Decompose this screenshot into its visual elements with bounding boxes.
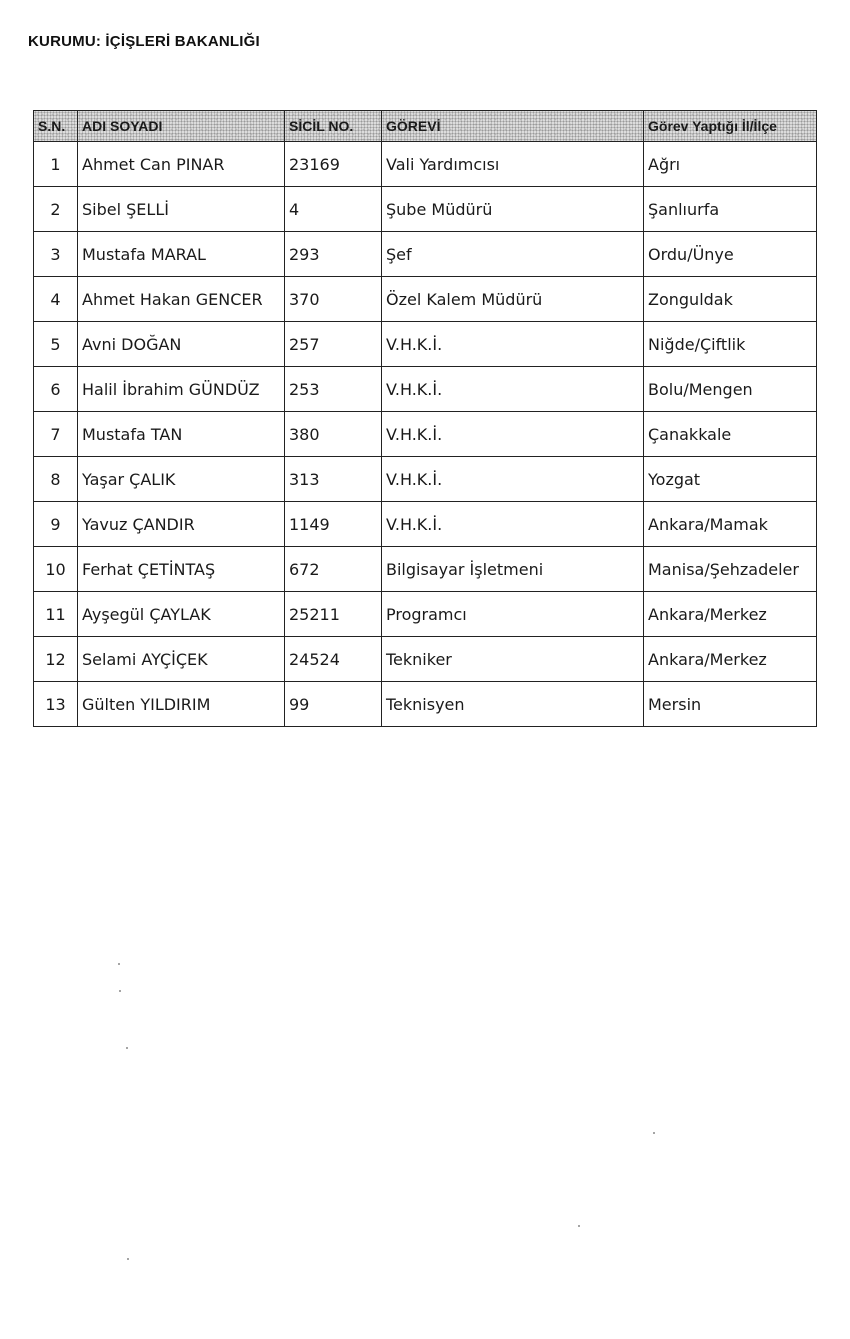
cell-name: Mustafa TAN: [78, 412, 285, 457]
table-header-row: [34, 111, 817, 142]
cell-gorev: V.H.K.İ.: [382, 457, 644, 502]
cell-gorev: Programcı: [382, 592, 644, 637]
cell-sn: 4: [34, 277, 78, 322]
cell-sn: 13: [34, 682, 78, 727]
cell-sn: 12: [34, 637, 78, 682]
cell-sn: 6: [34, 367, 78, 412]
cell-sn: 3: [34, 232, 78, 277]
table-row: [34, 232, 817, 277]
cell-sicil: 313: [285, 457, 382, 502]
cell-yer: Yozgat: [644, 457, 817, 502]
table-row: [34, 682, 817, 727]
table-row: [34, 142, 817, 187]
cell-name: Gülten YILDIRIM: [78, 682, 285, 727]
cell-name: Halil İbrahim GÜNDÜZ: [78, 367, 285, 412]
cell-yer: Mersin: [644, 682, 817, 727]
cell-sn: 5: [34, 322, 78, 367]
cell-name: Yaşar ÇALIK: [78, 457, 285, 502]
table-row: [34, 502, 817, 547]
cell-gorev: Özel Kalem Müdürü: [382, 277, 644, 322]
header-sicil: SİCİL NO.: [285, 111, 382, 142]
cell-yer: Ankara/Merkez: [644, 592, 817, 637]
table-row: [34, 367, 817, 412]
staff-table: [33, 110, 817, 727]
table-body: [34, 142, 817, 727]
cell-sicil: 25211: [285, 592, 382, 637]
scan-speck: [118, 963, 120, 965]
cell-sn: 11: [34, 592, 78, 637]
cell-gorev: V.H.K.İ.: [382, 367, 644, 412]
scan-speck: [127, 1258, 129, 1260]
cell-yer: Bolu/Mengen: [644, 367, 817, 412]
cell-yer: Çanakkale: [644, 412, 817, 457]
cell-name: Ahmet Hakan GENCER: [78, 277, 285, 322]
cell-gorev: V.H.K.İ.: [382, 412, 644, 457]
cell-gorev: Bilgisayar İşletmeni: [382, 547, 644, 592]
cell-yer: Manisa/Şehzadeler: [644, 547, 817, 592]
cell-sicil: 380: [285, 412, 382, 457]
cell-yer: Şanlıurfa: [644, 187, 817, 232]
cell-sicil: 253: [285, 367, 382, 412]
cell-name: Ferhat ÇETİNTAŞ: [78, 547, 285, 592]
header-gorev: GÖREVİ: [382, 111, 644, 142]
cell-yer: Ağrı: [644, 142, 817, 187]
table-row: [34, 547, 817, 592]
cell-gorev: V.H.K.İ.: [382, 322, 644, 367]
cell-gorev: V.H.K.İ.: [382, 502, 644, 547]
cell-sn: 10: [34, 547, 78, 592]
cell-sicil: 370: [285, 277, 382, 322]
cell-sicil: 257: [285, 322, 382, 367]
table-row: [34, 637, 817, 682]
cell-name: Mustafa MARAL: [78, 232, 285, 277]
cell-sicil: 672: [285, 547, 382, 592]
cell-gorev: Vali Yardımcısı: [382, 142, 644, 187]
cell-yer: Niğde/Çiftlik: [644, 322, 817, 367]
header-yer: Görev Yaptığı İl/İlçe: [644, 111, 817, 142]
scan-speck: [653, 1132, 655, 1134]
header-name: ADI SOYADI: [78, 111, 285, 142]
cell-sn: 2: [34, 187, 78, 232]
cell-gorev: Şef: [382, 232, 644, 277]
cell-name: Ahmet Can PINAR: [78, 142, 285, 187]
cell-sn: 7: [34, 412, 78, 457]
cell-name: Yavuz ÇANDIR: [78, 502, 285, 547]
cell-gorev: Tekniker: [382, 637, 644, 682]
cell-sn: 8: [34, 457, 78, 502]
document-title: KURUMU: İÇİŞLERİ BAKANLIĞI: [28, 33, 260, 50]
cell-name: Ayşegül ÇAYLAK: [78, 592, 285, 637]
cell-sn: 1: [34, 142, 78, 187]
cell-gorev: Teknisyen: [382, 682, 644, 727]
header-sn: S.N.: [34, 111, 78, 142]
scan-speck: [126, 1047, 128, 1049]
cell-sn: 9: [34, 502, 78, 547]
table-row: [34, 412, 817, 457]
cell-sicil: 99: [285, 682, 382, 727]
cell-sicil: 293: [285, 232, 382, 277]
cell-yer: Ankara/Mamak: [644, 502, 817, 547]
cell-sicil: 1149: [285, 502, 382, 547]
cell-sicil: 4: [285, 187, 382, 232]
table-row: [34, 277, 817, 322]
table-row: [34, 322, 817, 367]
cell-yer: Ordu/Ünye: [644, 232, 817, 277]
cell-name: Selami AYÇİÇEK: [78, 637, 285, 682]
cell-sicil: 23169: [285, 142, 382, 187]
table-row: [34, 457, 817, 502]
cell-sicil: 24524: [285, 637, 382, 682]
cell-yer: Ankara/Merkez: [644, 637, 817, 682]
cell-gorev: Şube Müdürü: [382, 187, 644, 232]
cell-name: Sibel ŞELLİ: [78, 187, 285, 232]
table-row: [34, 592, 817, 637]
cell-name: Avni DOĞAN: [78, 322, 285, 367]
scan-speck: [578, 1225, 580, 1227]
scan-speck: [119, 990, 121, 992]
cell-yer: Zonguldak: [644, 277, 817, 322]
table-row: [34, 187, 817, 232]
